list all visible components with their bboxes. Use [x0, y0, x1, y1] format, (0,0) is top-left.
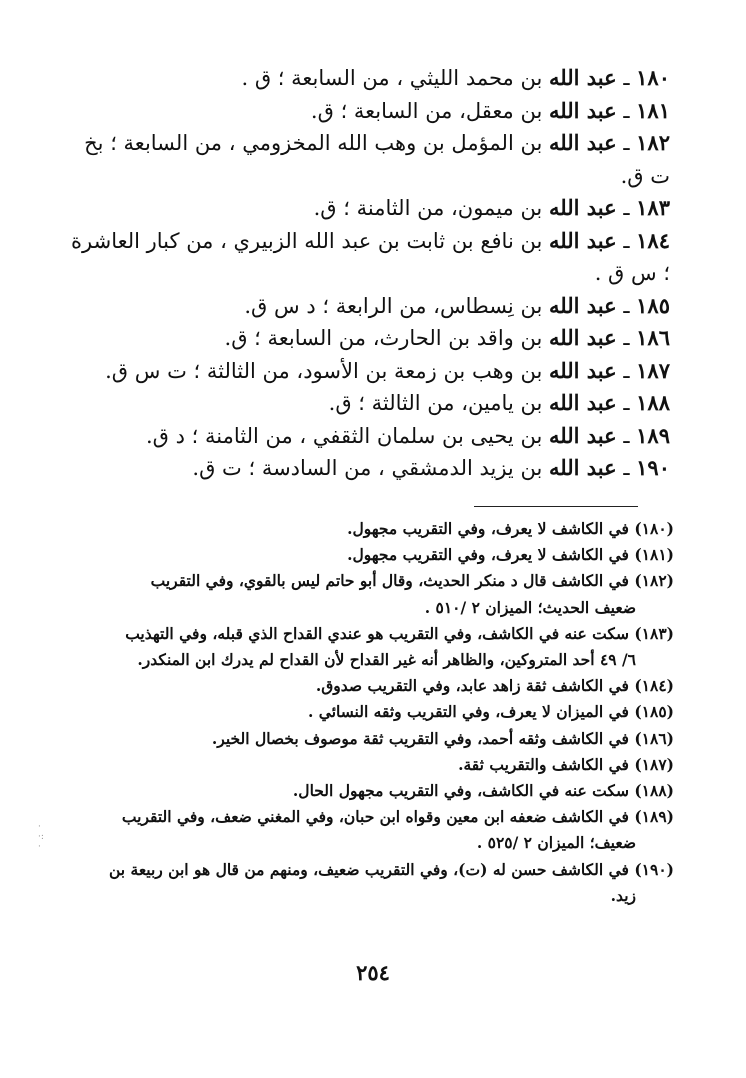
list-item: ١٨١ ـ عبد الله بن معقل، من السابعة ؛ ق. [310, 97, 670, 123]
footnote [70, 804, 674, 856]
entry-text: بن يحيى بن سلمان الثقفي ، من الثامنة ؛ د ق. [145, 423, 543, 448]
entry-number: ١٨٣ [636, 195, 670, 220]
footnote [70, 699, 674, 725]
footnote-text: (١٨٧) في الكاشف والتقريب ثقة. [458, 754, 674, 774]
footnote-continuation: ضعيف؛ الميزان ٢ /٥٢٥ . [476, 833, 636, 853]
footnote [70, 857, 674, 909]
entry-name: عبد الله [548, 325, 617, 350]
entry-text: بن نافع بن ثابت بن عبد الله الزبيري ، من كبار العاشرة ؛ س ق . [71, 228, 670, 285]
entry-name: عبد الله [548, 130, 617, 155]
entry-text: بن وهب بن زمعة بن الأسود، من الثالثة ؛ ت س ق. [105, 358, 543, 383]
list-item: ١٨٧ ـ عبد الله بن وهب بن زمعة بن الأسود، من الثالثة ؛ ت س ق. [105, 357, 670, 383]
footnote [70, 516, 674, 542]
footnote [70, 621, 674, 673]
list-item: ١٨٦ ـ عبد الله بن واقد بن الحارث، من السابعة ؛ ق. [224, 325, 670, 350]
footnote-text: (١٨٦) في الكاشف وثقه أحمد، وفي التقريب ثقة موصوف بخصال الخير. [211, 728, 674, 748]
footnote-continuation: ضعيف الحديث؛ الميزان ٢ /٥١٠ . [424, 597, 636, 617]
list-item: ١٩٠ ـ عبد الله بن يزيد الدمشقي ، من السادسة ؛ ت ق. [192, 455, 670, 480]
list-item: ١٨٢ ـ عبد الله بن المؤمل بن وهب الله المخزومي ، من السابعة ؛ بخ ت ق. [84, 130, 670, 188]
entry-number: ١٨٠ [636, 65, 670, 90]
footnote [70, 726, 674, 752]
footnote-text: (١٨٥) في الميزان لا يعرف، وفي التقريب وثقه النسائي . [307, 702, 674, 722]
entry-text: بن المؤمل بن وهب الله المخزومي ، من السابعة ؛ بخ ت ق. [84, 131, 670, 188]
entry-number: ١٨٢ [636, 130, 670, 155]
footnote-text: (١٨٠) في الكاشف لا يعرف، وفي التقريب مجهول. [347, 519, 674, 538]
entry-name: عبد الله [548, 422, 617, 448]
entry-number: ١٨٧ [636, 357, 670, 383]
footnote [70, 752, 674, 778]
footnote [70, 673, 674, 699]
footnote-text: (١٨١) في الكاشف لا يعرف، وفي التقريب مجهول. [347, 545, 674, 565]
footnote-continuation: زيد. [610, 885, 636, 905]
page-number: ٢٥٤ [356, 960, 390, 985]
list-item: ١٨٠ ـ عبد الله بن محمد الليثي ، من السابعة ؛ ق . [241, 65, 670, 90]
entry-text: بن معقل، من السابعة ؛ ق. [310, 98, 543, 123]
list-item: ١٨٣ ـ عبد الله بن ميمون، من الثامنة ؛ ق. [313, 195, 670, 220]
entry-name: عبد الله [548, 357, 617, 383]
footnote [70, 778, 674, 804]
entry-number: ١٨٩ [636, 422, 670, 448]
entry-name: عبد الله [548, 390, 617, 415]
footnote [70, 568, 674, 620]
entry-name: عبد الله [548, 227, 617, 253]
footnote-text: (١٨٢) في الكاشف قال د منكر الحديث، وقال أبو حاتم ليس بالقوي، وفي التقريب [150, 571, 674, 591]
entry-text: بن يامين، من الثالثة ؛ ق. [328, 391, 543, 415]
footnote-text: (١٨٤) في الكاشف ثقة زاهد عابد، وفي التقريب صدوق. [315, 676, 674, 696]
footnote-text: (١٨٨) سكت عنه في الكاشف، وفي التقريب مجهول الحال. [292, 781, 674, 801]
scan-specks: · ·: · [38, 822, 44, 852]
entry-name: عبد الله [548, 195, 617, 220]
list-item: ١٨٩ ـ عبد الله بن يحيى بن سلمان الثقفي ، من الثامنة ؛ د ق. [145, 422, 670, 448]
footnote-divider [474, 506, 638, 507]
list-item: ١٨٨ ـ عبد الله بن يامين، من الثالثة ؛ ق. [328, 390, 670, 415]
entry-name: عبد الله [548, 97, 617, 123]
entry-name: عبد الله [548, 455, 617, 480]
entry-name: عبد الله [548, 292, 617, 318]
entry-number: ١٨١ [636, 97, 670, 123]
footnote-continuation: ٦/ ٤٩ أحد المتروكين، والظاهر أنه غير القداح لأن القداح لم يدرك ابن المنكدر. [137, 650, 636, 670]
entry-number: ١٨٨ [636, 390, 670, 415]
entry-number: ١٨٥ [636, 292, 670, 318]
entry-text: بن يزيد الدمشقي ، من السادسة ؛ ت ق. [192, 456, 543, 480]
footnote-text: (١٨٩) في الكاشف ضعفه ابن معين وقواه ابن حبان، وفي المغني ضعف، وفي التقريب [121, 807, 674, 827]
entry-list [70, 62, 670, 485]
list-item: ١٨٥ ـ عبد الله بن نِسطاس، من الرابعة ؛ د س ق. [244, 292, 670, 318]
entry-text: بن نِسطاس، من الرابعة ؛ د س ق. [244, 293, 543, 318]
footnote [70, 542, 674, 568]
entry-text: بن محمد الليثي ، من السابعة ؛ ق . [241, 66, 543, 90]
entry-text: بن واقد بن الحارث، من السابعة ؛ ق. [224, 326, 543, 350]
footnote-text: (١٨٣) سكت عنه في الكاشف، وفي التقريب هو عندي القداح الذي قبله، وفي التهذيب [125, 623, 674, 643]
list-item: ١٨٤ ـ عبد الله بن نافع بن ثابت بن عبد الله الزبيري ، من كبار العاشرة ؛ س ق . [71, 227, 670, 285]
footnotes [70, 516, 674, 909]
entry-number: ١٨٦ [636, 325, 670, 350]
entry-number: ١٩٠ [636, 455, 670, 480]
entry-name: عبد الله [548, 65, 617, 90]
entry-text: بن ميمون، من الثامنة ؛ ق. [313, 196, 543, 220]
footnote-text: (١٩٠) في الكاشف حسن له (ت)، وفي التقريب ضعيف، ومنهم من قال هو ابن ربيعة بن [109, 859, 674, 879]
entry-number: ١٨٤ [636, 227, 670, 253]
